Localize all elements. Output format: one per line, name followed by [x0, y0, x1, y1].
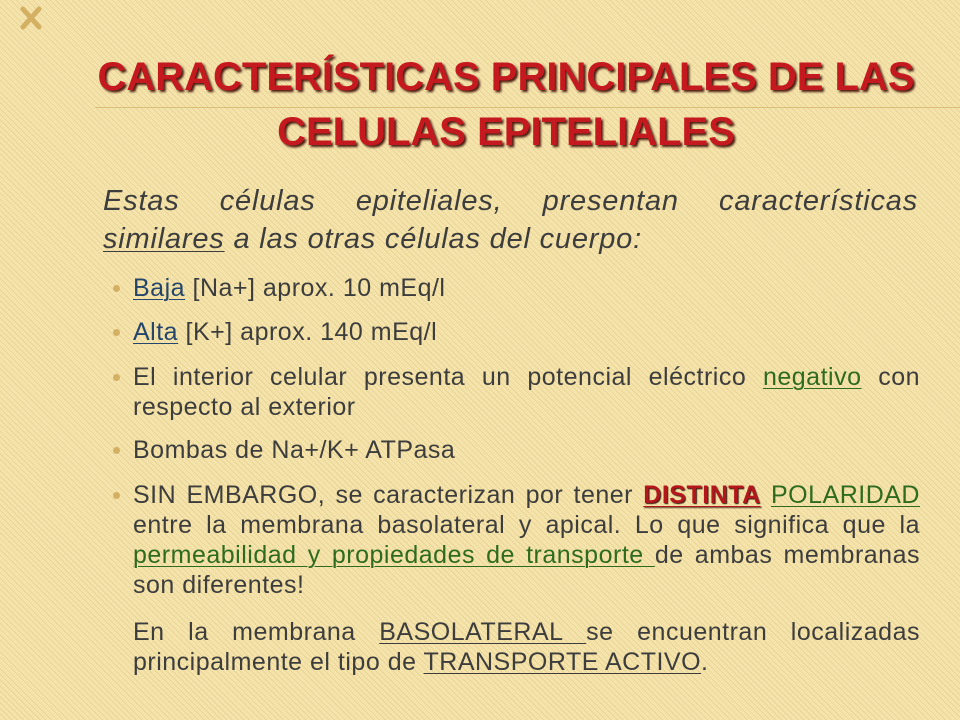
note-text: En la membrana — [133, 618, 356, 646]
x-mark-icon — [17, 3, 45, 33]
slide-title — [90, 50, 922, 160]
bullet-line: Bombas de Na+/K+ ATPasa — [133, 436, 456, 464]
bullet-dot-icon — [113, 285, 120, 292]
bullet-item-baja — [133, 273, 920, 303]
alta-link[interactable]: Alta — [133, 318, 179, 346]
title-line-1: CARACTERÍSTICAS PRINCIPALES DE LAS — [97, 55, 915, 99]
note-paragraph — [133, 617, 920, 677]
negativo-link[interactable]: negativo — [762, 363, 862, 391]
basolateral-term: BASOLATERAL — [379, 618, 587, 646]
bullet-line-4: son diferentes! — [133, 571, 305, 599]
bullet-line-1 — [133, 480, 920, 510]
bullet-line-2: entre la membrana basolateral y apical. Lo que significa que la — [133, 511, 920, 539]
bullet-text: El interior celular presenta un potencial eléctrico — [133, 363, 747, 391]
note-text-rest: se encuentran localizadas — [586, 618, 920, 646]
intro-line-2 — [103, 220, 918, 258]
bullet-line-1 — [133, 362, 920, 392]
bullet-item-bombas — [133, 435, 920, 465]
intro-paragraph — [103, 182, 918, 258]
bullet-item-alta — [133, 317, 920, 347]
bullet-text: [Na+] aprox. 10 mEq/l — [192, 274, 446, 302]
title-divider — [95, 107, 960, 108]
note-period: . — [701, 648, 709, 676]
bullet-dot-icon — [113, 492, 120, 499]
bullet-line-3 — [133, 540, 920, 570]
bullet-line-2: respecto al exterior — [133, 393, 356, 421]
intro-line-2-text: a las otras células del cuerpo: — [233, 223, 642, 255]
transporte-activo-term: TRANSPORTE ACTIVO — [423, 648, 702, 676]
note-line-2 — [133, 647, 920, 677]
polaridad-link[interactable]: POLARIDAD — [771, 481, 920, 509]
bullet-item-polaridad — [133, 480, 920, 600]
bullet-dot-icon — [113, 329, 120, 336]
baja-link[interactable]: Baja — [133, 274, 186, 302]
bullet-dot-icon — [113, 447, 120, 454]
bullet-dot-icon — [113, 374, 120, 381]
intro-line-1: Estas células epiteliales, presentan características — [103, 185, 918, 217]
note-line-1 — [133, 617, 920, 647]
bullet-item-potencial — [133, 362, 920, 422]
bullet-text: SIN EMBARGO, se caracterizan por tener — [133, 481, 634, 509]
similares-link: similares — [103, 223, 225, 255]
bullet-text: [K+] aprox. 140 mEq/l — [185, 318, 438, 346]
bullet-text-end: con — [878, 363, 920, 391]
title-line-2: CELULAS EPITELIALES — [277, 110, 735, 154]
distinta-emphasis: DISTINTA — [643, 481, 761, 509]
bullet-line — [133, 317, 920, 347]
permeabilidad-link[interactable]: permeabilidad y propiedades de transporte — [133, 541, 655, 569]
bullet-line — [133, 273, 920, 303]
note-text: principalmente el tipo de — [133, 648, 417, 676]
bullet-text: de ambas membranas — [654, 541, 920, 569]
